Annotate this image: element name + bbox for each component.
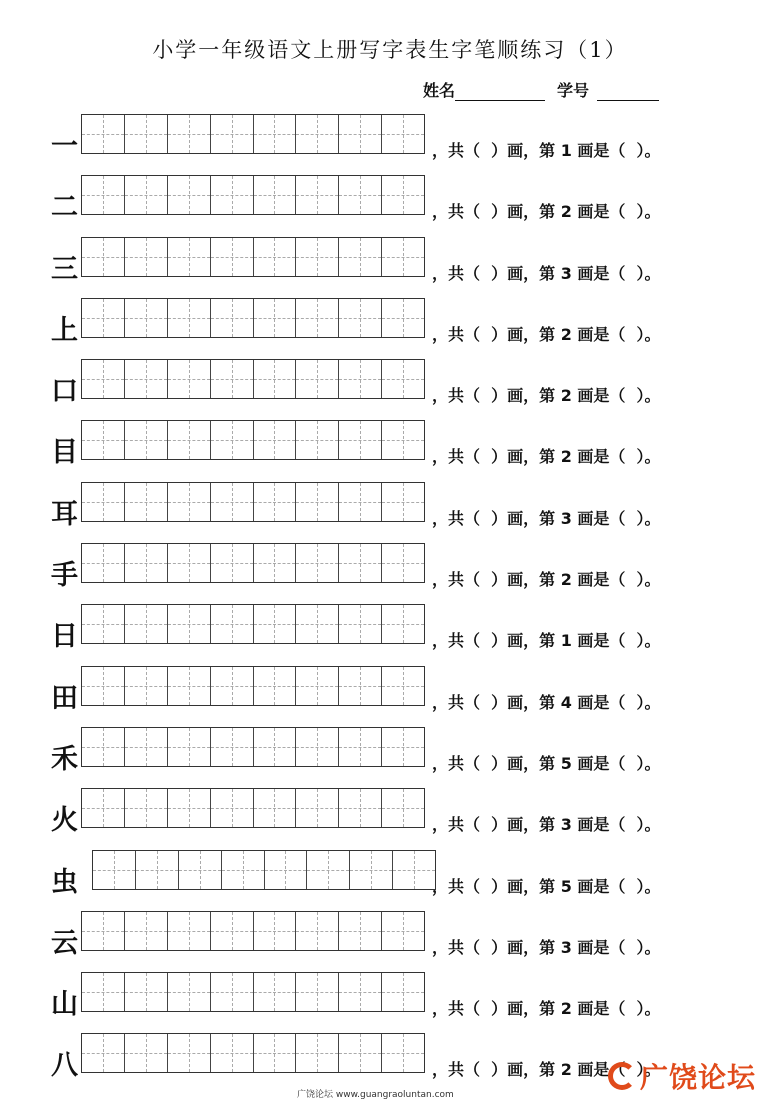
grid-cell[interactable] xyxy=(382,115,424,153)
grid-cell[interactable] xyxy=(211,912,254,950)
grid-cell[interactable] xyxy=(382,605,424,643)
stroke-question: ，共（ ）画，第 5 画是（ ）。 xyxy=(432,753,661,773)
grid-cell[interactable] xyxy=(168,483,211,521)
practice-row xyxy=(0,480,780,541)
grid-cell[interactable] xyxy=(254,1034,297,1072)
grid-cell[interactable] xyxy=(339,299,382,337)
grid-cell[interactable] xyxy=(82,483,125,521)
grid-cell[interactable] xyxy=(382,667,424,705)
grid-cell[interactable] xyxy=(339,789,382,827)
grid-cell[interactable] xyxy=(393,851,435,889)
grid-cell[interactable] xyxy=(296,299,339,337)
grid-cell[interactable] xyxy=(125,605,168,643)
practice-character: 山 xyxy=(51,989,78,1021)
grid-cell[interactable] xyxy=(339,605,382,643)
grid-cell[interactable] xyxy=(125,667,168,705)
writing-grid xyxy=(81,237,425,277)
grid-cell[interactable] xyxy=(382,299,424,337)
grid-cell[interactable] xyxy=(339,360,382,398)
grid-cell[interactable] xyxy=(296,360,339,398)
logo-icon xyxy=(608,1062,636,1090)
grid-cell[interactable] xyxy=(254,176,297,214)
grid-cell[interactable] xyxy=(168,299,211,337)
grid-cell[interactable] xyxy=(296,728,339,766)
grid-cell[interactable] xyxy=(339,483,382,521)
grid-cell[interactable] xyxy=(82,973,125,1011)
grid-cell[interactable] xyxy=(339,667,382,705)
practice-row xyxy=(0,541,780,602)
stroke-question: ，共（ ）画，第 3 画是（ ）。 xyxy=(432,508,661,528)
grid-cell[interactable] xyxy=(125,789,168,827)
grid-cell[interactable] xyxy=(382,360,424,398)
grid-cell[interactable] xyxy=(296,1034,339,1072)
grid-cell[interactable] xyxy=(125,728,168,766)
grid-cell[interactable] xyxy=(82,1034,125,1072)
practice-row xyxy=(0,418,780,479)
grid-cell[interactable] xyxy=(339,421,382,459)
practice-character: 三 xyxy=(51,253,78,285)
grid-cell[interactable] xyxy=(296,421,339,459)
writing-grid xyxy=(81,604,425,644)
grid-cell[interactable] xyxy=(168,605,211,643)
practice-row xyxy=(0,848,780,909)
grid-cell[interactable] xyxy=(82,299,125,337)
practice-character: 虫 xyxy=(51,866,78,898)
student-info xyxy=(423,78,659,101)
practice-character: 手 xyxy=(51,560,78,592)
grid-cell[interactable] xyxy=(211,299,254,337)
grid-cell[interactable] xyxy=(222,851,265,889)
logo-text: 广饶论坛 xyxy=(640,1061,757,1094)
grid-cell[interactable] xyxy=(382,728,424,766)
practice-character: 云 xyxy=(51,927,78,959)
grid-cell[interactable] xyxy=(211,483,254,521)
grid-cell[interactable] xyxy=(211,421,254,459)
stroke-question: ，共（ ）画，第 1 画是（ ）。 xyxy=(432,631,661,651)
grid-cell[interactable] xyxy=(296,238,339,276)
grid-cell[interactable] xyxy=(254,421,297,459)
grid-cell[interactable] xyxy=(125,176,168,214)
practice-character: 田 xyxy=(51,682,78,714)
grid-cell[interactable] xyxy=(254,605,297,643)
writing-grid xyxy=(81,359,425,399)
practice-row xyxy=(0,357,780,418)
writing-grid xyxy=(81,788,425,828)
grid-cell[interactable] xyxy=(382,789,424,827)
grid-cell[interactable] xyxy=(125,115,168,153)
id-label: 学号 xyxy=(557,81,590,100)
grid-cell[interactable] xyxy=(339,728,382,766)
grid-cell[interactable] xyxy=(82,238,125,276)
stroke-question: ，共（ ）画，第 2 画是（ ）。 xyxy=(432,324,661,344)
grid-cell[interactable] xyxy=(168,115,211,153)
grid-cell[interactable] xyxy=(136,851,179,889)
grid-cell[interactable] xyxy=(211,1034,254,1072)
grid-cell[interactable] xyxy=(382,544,424,582)
grid-cell[interactable] xyxy=(211,544,254,582)
grid-cell[interactable] xyxy=(82,176,125,214)
grid-cell[interactable] xyxy=(254,299,297,337)
stroke-question: ，共（ ）画，第 3 画是（ ）。 xyxy=(432,815,661,835)
footer-text: 广饶论坛 www.guangraoluntan.com xyxy=(297,1090,454,1100)
practice-row xyxy=(0,725,780,786)
grid-cell[interactable] xyxy=(254,667,297,705)
grid-cell[interactable] xyxy=(168,421,211,459)
grid-cell[interactable] xyxy=(211,176,254,214)
practice-character: 日 xyxy=(51,621,78,653)
grid-cell[interactable] xyxy=(82,360,125,398)
grid-cell[interactable] xyxy=(254,973,297,1011)
practice-row xyxy=(0,786,780,847)
grid-cell[interactable] xyxy=(350,851,393,889)
grid-cell[interactable] xyxy=(125,360,168,398)
grid-cell[interactable] xyxy=(179,851,222,889)
writing-grid xyxy=(81,543,425,583)
practice-row xyxy=(0,909,780,970)
grid-cell[interactable] xyxy=(211,605,254,643)
name-label: 姓名 xyxy=(423,81,456,100)
grid-cell[interactable] xyxy=(168,789,211,827)
grid-cell[interactable] xyxy=(82,728,125,766)
grid-cell[interactable] xyxy=(82,912,125,950)
grid-cell[interactable] xyxy=(254,360,297,398)
stroke-question: ，共（ ）画，第 2 画是（ ）。 xyxy=(432,1060,661,1080)
practice-row xyxy=(0,112,780,173)
grid-cell[interactable] xyxy=(382,1034,424,1072)
writing-grid xyxy=(81,727,425,767)
practice-character: 一 xyxy=(51,131,78,162)
grid-cell[interactable] xyxy=(168,360,211,398)
stroke-question: ，共（ ）画，第 4 画是（ ）。 xyxy=(432,692,661,712)
grid-cell[interactable] xyxy=(125,973,168,1011)
grid-cell[interactable] xyxy=(265,851,308,889)
grid-cell[interactable] xyxy=(168,176,211,214)
writing-grid xyxy=(81,972,425,1012)
grid-cell[interactable] xyxy=(296,176,339,214)
practice-character: 口 xyxy=(51,376,78,408)
practice-character: 二 xyxy=(51,192,78,224)
grid-cell[interactable] xyxy=(168,238,211,276)
stroke-question: ，共（ ）画，第 1 画是（ ）。 xyxy=(432,141,661,160)
grid-cell[interactable] xyxy=(296,912,339,950)
writing-grid xyxy=(81,175,425,215)
grid-cell[interactable] xyxy=(296,115,339,153)
practice-row xyxy=(0,602,780,663)
grid-cell[interactable] xyxy=(211,667,254,705)
grid-cell[interactable] xyxy=(296,544,339,582)
grid-cell[interactable] xyxy=(254,238,297,276)
grid-cell[interactable] xyxy=(296,483,339,521)
grid-cell[interactable] xyxy=(125,544,168,582)
grid-cell[interactable] xyxy=(211,360,254,398)
writing-grid xyxy=(81,114,425,154)
grid-cell[interactable] xyxy=(168,912,211,950)
writing-grid xyxy=(81,298,425,338)
writing-grid xyxy=(81,1033,425,1073)
grid-cell[interactable] xyxy=(339,176,382,214)
grid-cell[interactable] xyxy=(339,544,382,582)
practice-character: 上 xyxy=(51,314,78,346)
grid-cell[interactable] xyxy=(296,973,339,1011)
stroke-question: ，共（ ）画，第 3 画是（ ）。 xyxy=(432,263,661,283)
grid-cell[interactable] xyxy=(211,973,254,1011)
practice-character: 耳 xyxy=(51,498,78,530)
practice-rows xyxy=(0,112,780,1093)
writing-grid xyxy=(81,911,425,951)
grid-cell[interactable] xyxy=(125,1034,168,1072)
grid-cell[interactable] xyxy=(382,973,424,1011)
grid-cell[interactable] xyxy=(82,544,125,582)
grid-cell[interactable] xyxy=(254,789,297,827)
grid-cell[interactable] xyxy=(382,483,424,521)
grid-cell[interactable] xyxy=(211,728,254,766)
grid-cell[interactable] xyxy=(254,483,297,521)
practice-row xyxy=(0,173,780,234)
grid-cell[interactable] xyxy=(168,667,211,705)
site-logo xyxy=(608,1056,756,1096)
grid-cell[interactable] xyxy=(254,912,297,950)
stroke-question: ，共（ ）画，第 2 画是（ ）。 xyxy=(432,202,661,222)
stroke-question: ，共（ ）画，第 2 画是（ ）。 xyxy=(432,570,661,590)
grid-cell[interactable] xyxy=(125,421,168,459)
practice-row xyxy=(0,235,780,296)
stroke-question: ，共（ ）画，第 3 画是（ ）。 xyxy=(432,937,661,957)
grid-cell[interactable] xyxy=(254,544,297,582)
practice-row xyxy=(0,970,780,1031)
name-blank[interactable] xyxy=(455,82,545,101)
grid-cell[interactable] xyxy=(168,544,211,582)
grid-cell[interactable] xyxy=(382,912,424,950)
grid-cell[interactable] xyxy=(339,1034,382,1072)
writing-grid xyxy=(92,850,436,890)
grid-cell[interactable] xyxy=(296,789,339,827)
grid-cell[interactable] xyxy=(382,421,424,459)
grid-cell[interactable] xyxy=(82,421,125,459)
writing-grid xyxy=(81,420,425,460)
grid-cell[interactable] xyxy=(211,238,254,276)
grid-cell[interactable] xyxy=(382,176,424,214)
writing-grid xyxy=(81,666,425,706)
grid-cell[interactable] xyxy=(125,912,168,950)
grid-cell[interactable] xyxy=(82,667,125,705)
grid-cell[interactable] xyxy=(211,115,254,153)
grid-cell[interactable] xyxy=(307,851,350,889)
writing-grid xyxy=(81,482,425,522)
practice-character: 火 xyxy=(51,805,78,837)
stroke-question: ，共（ ）画，第 2 画是（ ）。 xyxy=(432,999,661,1019)
grid-cell[interactable] xyxy=(339,912,382,950)
grid-cell[interactable] xyxy=(254,728,297,766)
grid-cell[interactable] xyxy=(211,789,254,827)
stroke-question: ，共（ ）画，第 5 画是（ ）。 xyxy=(432,876,661,896)
grid-cell[interactable] xyxy=(168,1034,211,1072)
id-blank[interactable] xyxy=(597,82,659,101)
grid-cell[interactable] xyxy=(339,973,382,1011)
practice-character: 八 xyxy=(51,1050,78,1082)
grid-cell[interactable] xyxy=(125,483,168,521)
grid-cell[interactable] xyxy=(82,605,125,643)
grid-cell[interactable] xyxy=(125,299,168,337)
page-title: 小学一年级语文上册写字表生字笔顺练习（1） xyxy=(152,38,628,62)
practice-character: 目 xyxy=(51,437,78,469)
grid-cell[interactable] xyxy=(82,115,125,153)
grid-cell[interactable] xyxy=(339,115,382,153)
stroke-question: ，共（ ）画，第 2 画是（ ）。 xyxy=(432,386,661,406)
grid-cell[interactable] xyxy=(382,238,424,276)
practice-character: 禾 xyxy=(51,743,78,775)
practice-row xyxy=(0,296,780,357)
grid-cell[interactable] xyxy=(125,238,168,276)
stroke-question: ，共（ ）画，第 2 画是（ ）。 xyxy=(432,447,661,467)
grid-cell[interactable] xyxy=(339,238,382,276)
grid-cell[interactable] xyxy=(296,605,339,643)
grid-cell[interactable] xyxy=(168,728,211,766)
grid-cell[interactable] xyxy=(254,115,297,153)
grid-cell[interactable] xyxy=(82,789,125,827)
grid-cell[interactable] xyxy=(296,667,339,705)
grid-cell[interactable] xyxy=(93,851,136,889)
practice-row xyxy=(0,664,780,725)
grid-cell[interactable] xyxy=(168,973,211,1011)
